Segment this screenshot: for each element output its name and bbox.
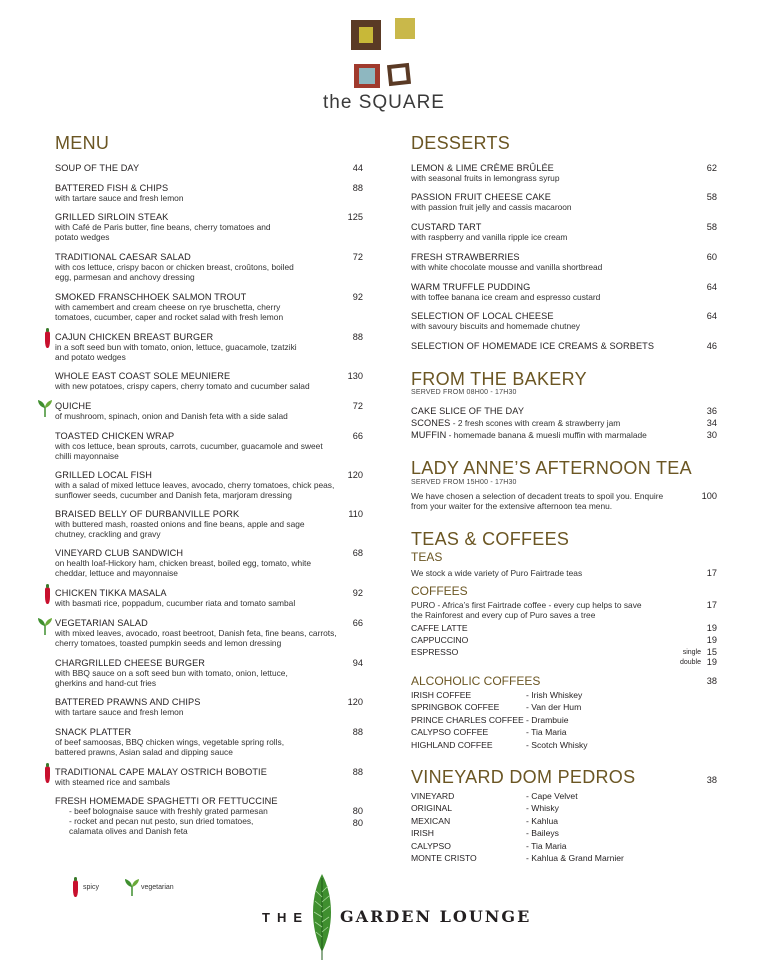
- logo-square-outline: [387, 63, 411, 86]
- menu-item: WHOLE EAST COAST SOLE MEUNIERE with new potatoes, crispy capers, cherry tomato and cucumber salad 130: [55, 371, 363, 392]
- logo-square-red: [354, 64, 380, 88]
- pasta-option: - beef bolognaise sauce with freshly grated parmesan 80: [69, 806, 363, 817]
- coffees-subtitle: COFFEES: [411, 584, 468, 598]
- legend-vegetarian: vegetarian: [141, 884, 174, 891]
- logo-garden-lounge: GARDEN LOUNGE: [340, 907, 532, 926]
- menu-item: TRADITIONAL CAESAR SALAD with cos lettuce, crispy bacon or chicken breast, croûtons, boiled egg, parmesan and anchovy dressing 72: [55, 252, 363, 283]
- dessert-item: WARM TRUFFLE PUDDING with toffee banana ice cream and espresso custard 64: [411, 282, 717, 303]
- menu-item: BATTERED PRAWNS AND CHIPS with tartare sauce and fresh lemon 120: [55, 697, 363, 718]
- dessert-item: FRESH STRAWBERRIES with white chocolate mousse and vanilla shortbread 60: [411, 252, 717, 273]
- menu-item: GRILLED SIRLOIN STEAK with Café de Paris butter, fine beans, cherry tomatoes and potato wedges 125: [55, 212, 363, 243]
- menu-item: TRADITIONAL CAPE MALAY OSTRICH BOBOTIE with steamed rice and sambals 88: [55, 767, 363, 788]
- bakery-hours: SERVED FROM 08H00 - 17H30: [411, 389, 517, 396]
- dessert-item: LEMON & LIME CRÈME BRÛLÉE with seasonal fruits in lemongrass syrup 62: [411, 163, 717, 184]
- teas-coffees-title: TEAS & COFFEES: [411, 529, 570, 549]
- logo-the: THE: [262, 910, 309, 925]
- menu-item: CHICKEN TIKKA MASALA with basmati rice, poppadum, cucumber riata and tomato sambal 92: [55, 588, 363, 609]
- garden-lounge-logo: [0, 872, 768, 962]
- bakery-item: SCONES - 2 fresh scones with cream & strawberry jam 34: [411, 418, 717, 428]
- brand-name: the SQUARE: [323, 92, 445, 113]
- teas-subtitle: TEAS: [411, 550, 443, 564]
- afternoon-tea-hours: SERVED FROM 15H00 - 17H30: [411, 479, 517, 486]
- dessert-item: CUSTARD TART with raspberry and vanilla ripple ice cream 58: [411, 222, 717, 243]
- dessert-item: SELECTION OF LOCAL CHEESE with savoury biscuits and homemade chutney 64: [411, 311, 717, 332]
- bakery-item: MUFFIN - homemade banana & muesli muffin with marmalade 30: [411, 430, 717, 440]
- menu-item: VINEYARD CLUB SANDWICH on health loaf-Hickory ham, chicken breast, boiled egg, tomato, white cheddar, lettuce and mayonnaise 68: [55, 548, 363, 579]
- menu-item: SMOKED FRANSCHHOEK SALMON TROUT with camembert and cream cheese on rye bruschetta, cherry tomatoes, cucumber, caper and rocket salad with fresh lemon 92: [55, 292, 363, 323]
- menu-item: TOASTED CHICKEN WRAP with cos lettuce, bean sprouts, carrots, cucumber, guacamole and sweet chilli mayonnaise 66: [55, 431, 363, 462]
- vegetarian-leaf-icon: [37, 399, 53, 417]
- dessert-item: PASSION FRUIT CHEESE CAKE with passion fruit jelly and cassis macaroon 58: [411, 192, 717, 213]
- menu-item: CAJUN CHICKEN BREAST BURGER in a soft seed bun with tomato, onion, lettuce, guacamole, tzatziki and potato wedges 88: [55, 332, 363, 363]
- alcoholic-coffees-subtitle: ALCOHOLIC COFFEES: [411, 674, 541, 688]
- bakery-item: CAKE SLICE OF THE DAY 36: [411, 406, 717, 416]
- bakery-title: FROM THE BAKERY: [411, 369, 587, 389]
- vegetarian-leaf-icon: [37, 617, 53, 635]
- menu-item: BATTERED FISH & CHIPS with tartare sauce and fresh lemon 88: [55, 183, 363, 204]
- menu-item: GRILLED LOCAL FISH with a salad of mixed lettuce leaves, avocado, cherry tomatoes, chick peas, sunflower seeds, cucumber and Danish feta, marjoram dressing 120: [55, 470, 363, 501]
- chili-pepper-icon: [45, 331, 50, 348]
- menu-item: CHARGRILLED CHEESE BURGER with BBQ sauce on a soft seed bun with tomato, onion, lettuce, gherkins and hand-cut fries 94: [55, 658, 363, 689]
- legend-spicy: spicy: [83, 884, 99, 891]
- dom-pedros-title: VINEYARD DOM PEDROS: [411, 767, 636, 787]
- menu-title: MENU: [55, 133, 110, 153]
- menu-item: SNACK PLATTER of beef samoosas, BBQ chicken wings, vegetable spring rolls, battered prawns, Asian salad and dipping sauce 88: [55, 727, 363, 758]
- chili-pepper-icon: [45, 587, 50, 604]
- menu-item: VEGETARIAN SALAD with mixed leaves, avocado, roast beetroot, Danish feta, fine beans, carrots, cherry tomatoes, toasted pumpkin seeds and lemon dressing 66: [55, 618, 363, 649]
- teas-item: We stock a wide variety of Puro Fairtrade teas 17: [411, 568, 717, 578]
- afternoon-tea-title: LADY ANNE’S AFTERNOON TEA: [411, 458, 692, 478]
- menu-item: BRAISED BELLY OF DURBANVILLE PORK with buttered mash, roasted onions and fine beans, apple and sage chutney, crackling and gravy 110: [55, 509, 363, 540]
- desserts-title: DESSERTS: [411, 133, 511, 153]
- afternoon-tea-item: We have chosen a selection of decadent treats to spoil you. Enquire from your waiter for the extensive afternoon tea menu. 100: [411, 491, 717, 511]
- logo-square-yellow: [395, 18, 415, 39]
- the-square-logo: [340, 18, 440, 88]
- menu-item: FRESH HOMEMADE SPAGHETTI OR FETTUCCINE - beef bolognaise sauce with freshly grated parmesan 80 - rocket and pecan nut pesto, sun dried tomatoes, calamata olives and Danish feta: [55, 796, 363, 837]
- chili-pepper-icon: [45, 766, 50, 783]
- puro-coffee: PURO - Africa’s first Fairtrade coffee - every cup helps to save the Rainforest and every cup of Puro saves a tree 17: [411, 600, 717, 620]
- menu-item: QUICHE of mushroom, spinach, onion and Danish feta with a side salad 72: [55, 401, 363, 422]
- pasta-option: - rocket and pecan nut pesto, sun dried tomatoes, calamata olives and Danish feta: [69, 816, 254, 837]
- menu-item: SOUP OF THE DAY 44: [55, 163, 363, 173]
- dessert-item: SELECTION OF HOMEMADE ICE CREAMS & SORBETS 46: [411, 341, 717, 351]
- logo-square-brown: [351, 20, 381, 50]
- leaf-icon: [308, 872, 336, 962]
